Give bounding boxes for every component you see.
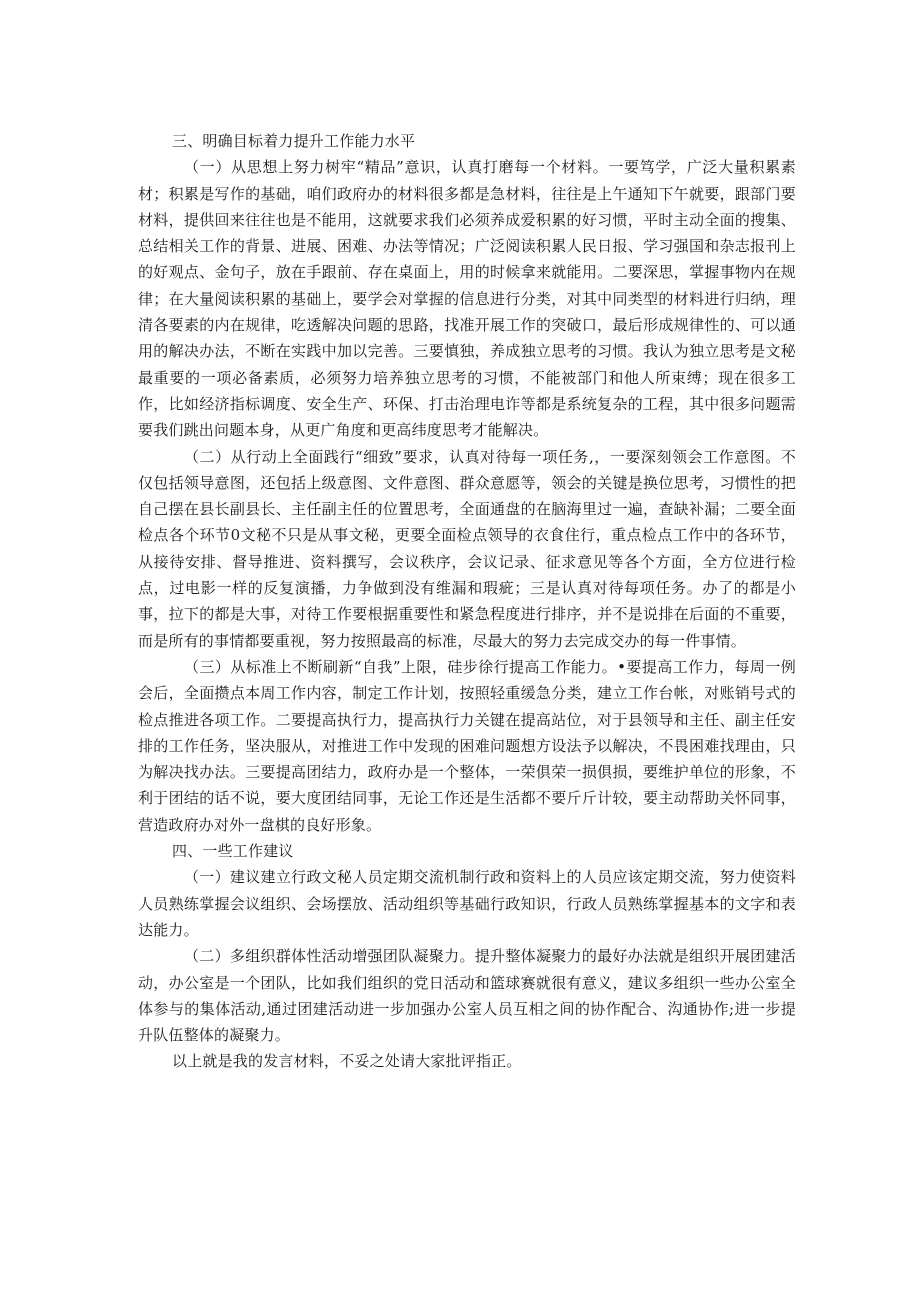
paragraph: （二）从行动上全面践行“细致”要求，认真对待每一项任务,，一要深刻领会工作意图。不仅包括领导意图，还包括上级意图、文件意图、群众意愿等，领会的关键是换位思考，习惯性的把自己摆在县长副县长、主任副主任的位置思考，全面通盘的在脑海里过一遍，查缺补漏；二要全面检点各个环节0文秘不只是从事文秘，更要全面检点领导的衣食住行，重点检点工作中的各环节，从接待安排、督导推进、资料撰写，会议秩序，会议记录、征求意见等各个方面，全方位进行检点，过电影一样的反复演播，力争做到没有维漏和瑕疵；三是认真对待每项任务。办了的都是小事，拉下的都是大事，对待工作要根据重要性和紧急程度进行排序，并不是说排在后面的不重要，而是所有的事情都要重视，努力按照最高的标准，尽最大的努力去完成交办的每一件事情。: [138, 447, 796, 650]
section-heading: 四、一些工作建议: [172, 842, 294, 861]
paragraph: （一）从思想上努力树牢“精品”意识，认真打磨每一个材料。一要笃学，广泛大量积累素材；积累是写作的基础，咱们政府办的材料很多都是急材料，往往是上午通知下午就要，跟部门要材料，提供回来往往也是不能用，这就要求我们必须养成爱积累的好习惯，平时主动全面的搜集、总结相关工作的背景、进展、困难、办法等情况；广泛阅读积累人民日报、学习强国和杂志报刊上的好观点、金句子，放在手跟前、存在桌面上，用的时候拿来就能用。二要深思，掌握事物内在规律；在大量阅读积累的基础上，要学会对掌握的信息进行分类，对其中同类型的材料进行归纳，理清各要素的内在规律，吃透解决问题的思路，找准开展工作的突破口，最后形成规律性的、可以通用的解决办法，不断在实践中加以完善。三要慎独，养成独立思考的习惯。我认为独立思考是文秘最重要的一项必备素质，必须努力培养独立思考的习惯，不能被部门和他人所束缚；现在很多工作，比如经济指标调度、安全生产、环保、打击治理电诈等都是系统复杂的工程，其中很多问题需要我们跳出问题本身，从更广角度和更高纬度思考才能解决。: [138, 158, 796, 440]
paragraph: （一）建议建立行政文秘人员定期交流机制行政和资料上的人员应该定期交流，努力使资料人员熟练掌握会议组织、会场摆放、活动组织等基础行政知识，行政人员熟练掌握基本的文字和表达能力。: [138, 868, 796, 939]
paragraph: （三）从标准上不断刷新“自我”上限，硅步徐行提高工作能力。•要提高工作力，每周一例会后，全面攒点本周工作内容，制定工作计划，按照轻重缓急分类，建立工作台帐，对账销号式的检点推进各项工作。二要提高执行力，提高执行力关键在提高站位，对于县领导和主任、副主任安排的工作任务，坚决服从，对推进工作中发现的困难问题想方设法予以解决，不畏困难找理由，只为解决找办法。三要提高团结力，政府办是一个整体，一荣俱荣一损俱损，要维护单位的形象，不利于团结的话不说，要大度团结同事，无论工作还是生活都不要斤斤计较，要主动帮助关怀同事，营造政府办对外一盘棋的良好形象。: [138, 657, 796, 834]
paragraph: （二）多组织群体性活动增强团队凝聚力。提升整体凝聚力的最好办法就是组织开展团建活动，办公室是一个团队，比如我们组织的党日活动和篮球赛就很有意义，建议多组织一些办公室全体参与的集体活动,通过团建活动进一步加强办公室人员互相之间的协作配合、沟通协作;进一步提升队伍整体的凝聚力。: [138, 947, 796, 1045]
closing-remark: 以上就是我的发言材料，不妥之处请大家批评指正。: [172, 1052, 522, 1071]
document-body: [138, 128, 796, 1075]
section-heading: 三、明确目标着力提升工作能力水平: [172, 132, 416, 150]
